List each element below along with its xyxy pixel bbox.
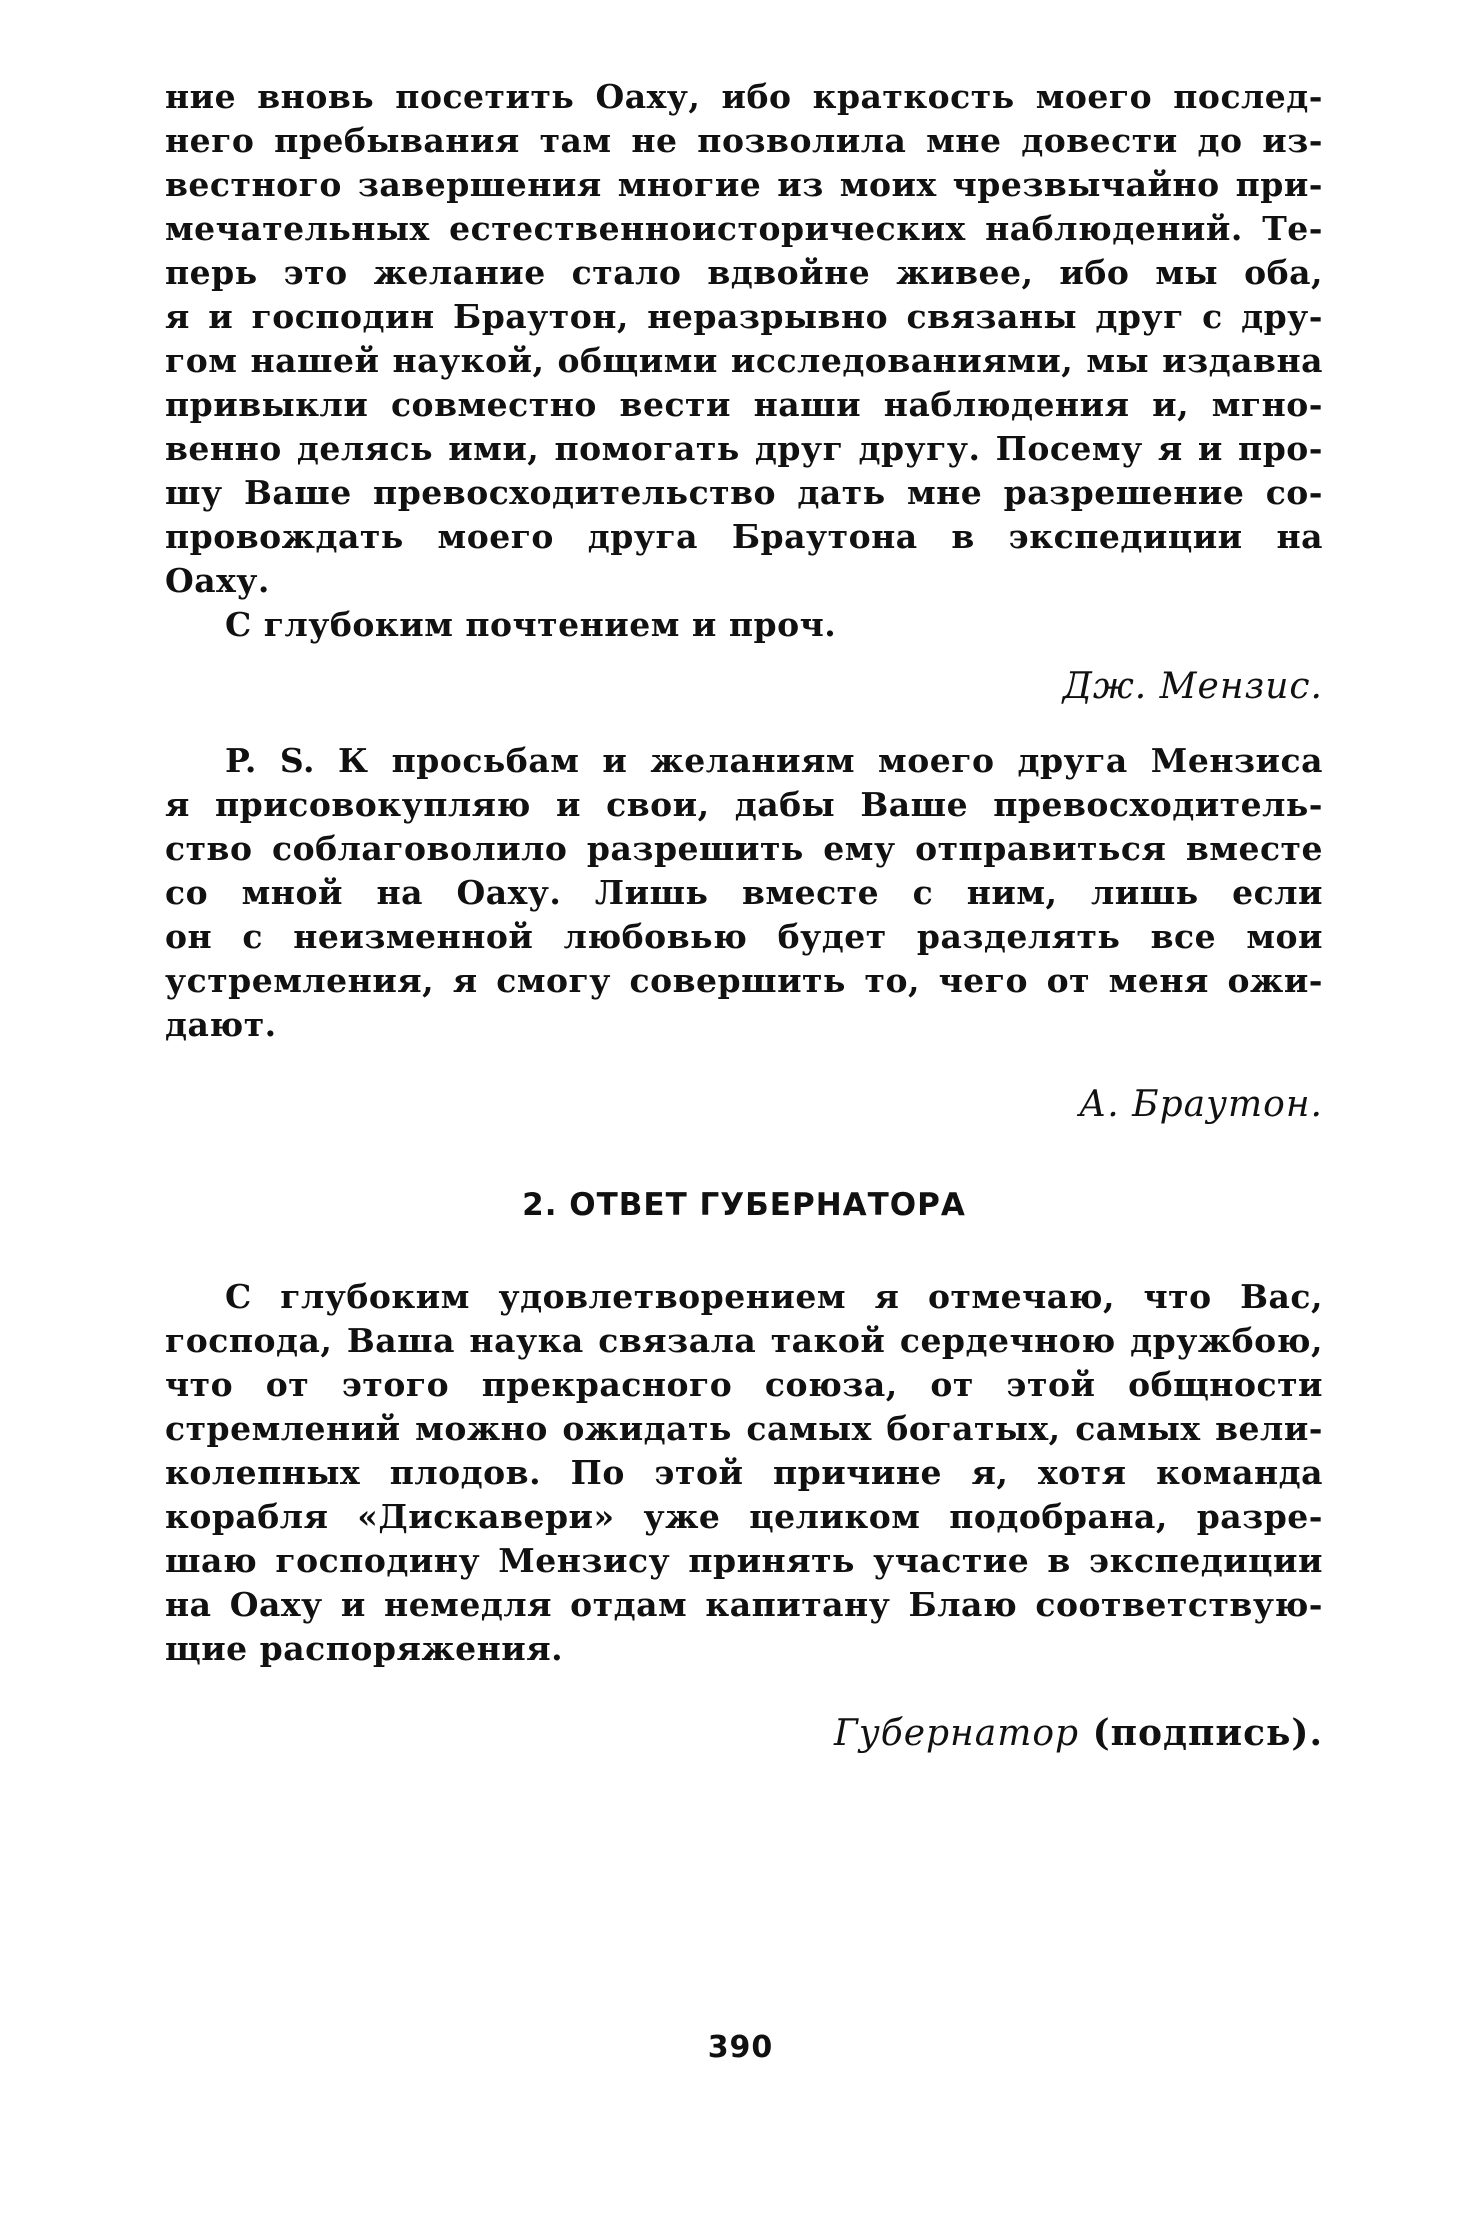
text-line: дают.: [165, 1005, 277, 1044]
text-line: он с неизменной любовью будет разделять все мои: [165, 917, 1323, 956]
signature-broughton: А. Браутон.: [1079, 1084, 1323, 1125]
text-line: ство соблаговолило разрешить ему отправиться вместе: [165, 829, 1323, 868]
signature-governor: [165, 1703, 1323, 1763]
text-line: колепных плодов. По этой причине я, хотя команда: [165, 1453, 1323, 1492]
page-number: 390: [707, 2030, 774, 2065]
signature-menzies: Дж. Мензис.: [1062, 666, 1323, 707]
text-line: привыкли совместно вести наши наблюдения и, мгно-: [165, 385, 1323, 424]
letter-closing: С глубоким почтением и проч.: [225, 605, 837, 644]
text-line: гом нашей наукой, общими исследованиями, мы издавна: [165, 341, 1323, 380]
text-line: корабля «Дискавери» уже целиком подобрана, разре-: [165, 1497, 1323, 1536]
text-line: я присовокупляю и свои, дабы Ваше превосходитель-: [165, 785, 1323, 824]
text-line: шу Ваше превосходительство дать мне разрешение со-: [165, 473, 1323, 512]
text-line: вестного завершения многие из моих чрезвычайно при-: [165, 165, 1323, 204]
text-line: на Оаху и немедля отдам капитану Блаю соответствую-: [165, 1585, 1323, 1624]
reply-body: [165, 1275, 1323, 1671]
governor-title: Губернатор: [834, 1713, 1080, 1754]
text-line: ние вновь посетить Оаху, ибо краткость моего послед-: [165, 77, 1323, 116]
letter-body: [165, 75, 1323, 647]
text-line: я и господин Браутон, неразрывно связаны друг с дру-: [165, 297, 1323, 336]
text-line: венно делясь ими, помогать друг другу. Посему я и про-: [165, 429, 1323, 468]
text-line: перь это желание стало вдвойне живее, ибо мы оба,: [165, 253, 1323, 292]
text-line: щие распоряжения.: [165, 1629, 564, 1668]
text-line: него пребывания там не позволила мне довести до из-: [165, 121, 1323, 160]
text-line: провождать моего друга Браутона в экспедиции на: [165, 517, 1323, 556]
text-line: Оаху.: [165, 561, 270, 600]
text-line: шаю господину Мензису принять участие в экспедиции: [165, 1541, 1323, 1580]
text-line: P. S. К просьбам и желаниям моего друга Мензиса: [225, 741, 1323, 780]
text-line: со мной на Оаху. Лишь вместе с ним, лишь если: [165, 873, 1323, 912]
text-line: стремлений можно ожидать самых богатых, самых вели-: [165, 1409, 1323, 1448]
postscript-body: [165, 739, 1323, 1047]
signature-note: (подпись).: [1079, 1712, 1323, 1754]
text-line: С глубоким удовлетворением я отмечаю, что Вас,: [225, 1277, 1323, 1316]
text-line: что от этого прекрасного союза, от этой общности: [165, 1365, 1323, 1404]
text-line: устремления, я смогу совершить то, чего от меня ожи-: [165, 961, 1323, 1000]
section-heading: 2. ОТВЕТ ГУБЕРНАТОРА: [522, 1187, 966, 1223]
page-content: [165, 75, 1323, 1763]
text-line: мечательных естественноисторических наблюдений. Те-: [165, 209, 1323, 248]
text-line: господа, Ваша наука связала такой сердечною дружбою,: [165, 1321, 1323, 1360]
